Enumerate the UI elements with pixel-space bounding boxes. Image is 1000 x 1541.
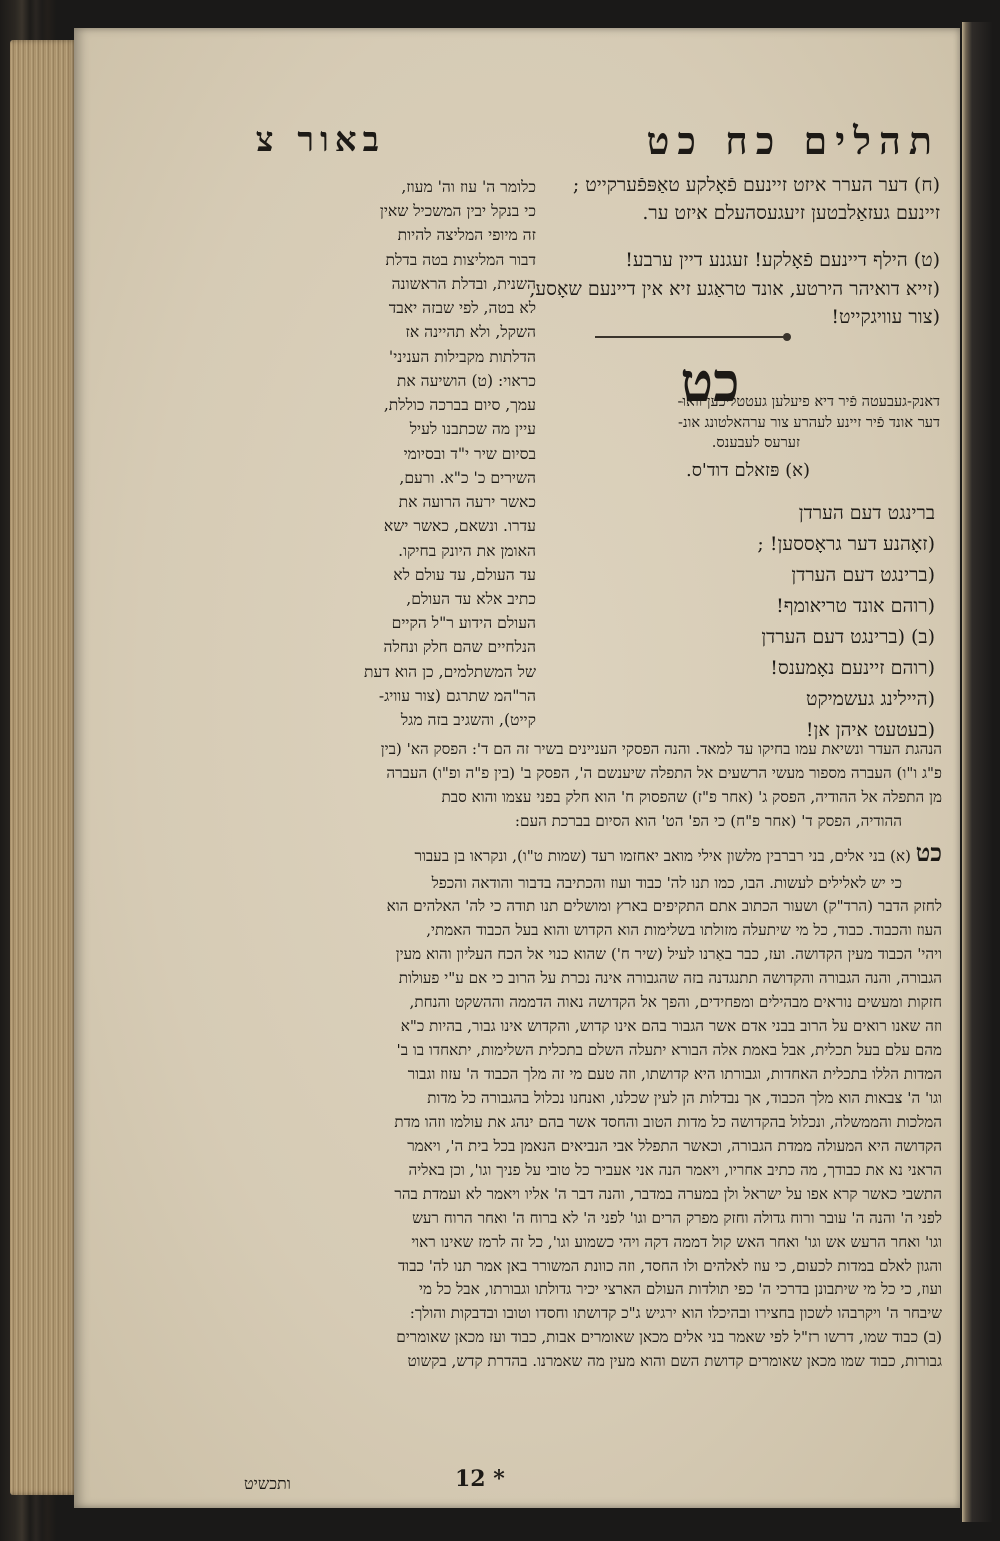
side-line: עמך, סיום בברכה כוללת, <box>383 396 536 415</box>
main-commentary <box>232 738 942 1374</box>
commentary-line: לחזק הדבר (הרד"ק) ושעור הכתוב אתם התקיפים בארץ ומושלים תנו תודה כי לה' האלהים הוא <box>386 897 942 916</box>
side-line: עד העולם, עד עולם לא <box>393 565 536 584</box>
commentary-line: כי יש לאלילים לעשות. הבו, כמו תנו לה' כבוד ועוז והכתיבה בדבור והודאה והכפל <box>431 873 902 892</box>
side-line: של המשתלמים, כן הוא דעת <box>364 662 536 681</box>
side-line: דבור המליצות בטה בדלת <box>385 250 536 269</box>
commentary-line: המדות הללו בתכלית האחדות, וגבורתו היא קדושתו, וזה טעם מי זה מלך הכבוד ה' עזוז וגבור <box>407 1065 942 1084</box>
side-line: כי בנקל יבין המשכיל שאין <box>379 202 536 221</box>
side-line: השירים כ' כ"א. ורעם, <box>399 468 536 487</box>
translation-line: (ח) דער הערר איזט זיינעם פֿאָלקע טאַפּפֿערקייט ; <box>572 174 940 196</box>
book-cover-edge <box>962 22 992 1522</box>
side-line: כראוי: (ט) הושיעה את <box>396 371 536 390</box>
side-line: זה מיופי המליצה להיות <box>397 226 536 245</box>
translation-line: זיינעם געזאַלבטען זיעגעסהעלם איזט ער. <box>642 202 940 224</box>
commentary-line: המלכות והממשלה, ונכלול בהקדושה כל מדות הטוב והחסד אשר בהם ינהג את עולמו וזהו מדת <box>394 1112 942 1131</box>
side-line: העולם הידוע ר"ל הקיים <box>391 614 536 633</box>
commentary-line: ההודיה, הפסק ד' (אחר פ"ח) כי הפ' הט' הוא הסיום בברכת העם: <box>514 811 902 830</box>
side-line: הר"המ שתרגם (צור עוויג- <box>378 686 536 705</box>
commentary-line: מן התפלה אל ההודיה, הפסק ג' (אחר פ"ז) שהפסוק ח' הוא חלק בפני עצמו והוא סבת <box>441 787 942 806</box>
side-commentary <box>230 175 536 732</box>
side-line: השנית, ובדלת הראשונה <box>391 274 536 293</box>
verse-line: (ב) (ברינגט דעם הערדן <box>761 625 935 648</box>
section-divider <box>595 336 785 338</box>
commentary-line: הראני נא את כבודך, מה כתיב אחריו, ויאמר הנה אני אעביר כל טובי על פניך וגו', וכן באליה <box>408 1160 942 1179</box>
book-page-edges <box>10 40 78 1495</box>
commentary-text: (א) בני אלים, בני רברבין מלשון אילי מואב יאחזמו רעד (שמות ט"ו), ונקראו בן בעבור <box>414 846 911 865</box>
translation-line: (ט) הילף דיינעם פֿאָלקע! זעגנע דיין ערבע! <box>625 249 940 271</box>
chapter-number: כט <box>680 350 740 414</box>
commentary-line: הקדושה היא המעולה ממדת הגבורה, וכאשר התפלל אבי הנביאים הנאמן בכל בית ה', ויאמר <box>407 1136 942 1155</box>
side-line: קייט), והשגיב בזה מגל <box>400 711 536 730</box>
commentary-line <box>232 834 942 872</box>
side-line: כאשר ירעה הרועה את <box>398 493 536 512</box>
commentary-line: וגו' ה' צבאות הוא מלך הכבוד, אך נבדלות הן לעין שכלנו, ואנחנו נכלול בהגבורה כל מדות <box>427 1088 942 1107</box>
side-line: הדלתות מקבילות העניני' <box>388 347 536 366</box>
verse-line: (רוהם זיינעם נאָמענס! <box>770 656 935 679</box>
verse-line: (זאָהנע דער גראָססען! ; <box>757 532 935 555</box>
commentary-line: גבורות, כבוד שמו מכאן שאומרים קדושת השם והוא מעין מה שאמרנו. בהדרת קדש, בקשוט <box>407 1352 942 1371</box>
commentary-line: (ב) כבוד שמו, דרשו רז"ל לפי שאמר בני אלים מכאן שאומרים אבות, כבוד ועז מכאן שאומרים <box>396 1328 942 1347</box>
commentary-line: הגבורה, והנה הגבורה והקדושה תתנגדנה בזה שהגבורה אינה נכרת על הרוב כי אם ע"י פעולות <box>398 969 942 988</box>
commentary-line: חזקות ומעשים נוראים מבהילים ומפחידים, והפך אל הקדושה נאוה הדממה וההשקט והנחת, <box>409 993 942 1012</box>
commentary-line: והגון לאלם במדות לכעום, כי עוז לאלהים ולו החסד, וזה כוונת המשורר באן אמר תנו לה' כבוד <box>398 1256 942 1275</box>
side-line: עדרו. ונשאם, כאשר ישא <box>383 517 536 536</box>
commentary-line: ועוז, כי כל מי שיתבונן בדרכי ה' כפי תולדות העולם הארצי יכיר גדולתו וגבורתו, אבל כל מי <box>418 1280 942 1299</box>
commentary-line: וגו' ואחר הרעש אש וגו' ואחר האש קול דממה דקה ויהי כשמוע וגו', כל זה לרמז שאינו ראוי <box>411 1232 942 1251</box>
verse-line: (בעטעט איהן אן! <box>805 718 935 741</box>
running-header-psalms: תהלים כח כט <box>646 118 940 163</box>
side-line: לא בטה, לפי שבזה יאבד <box>388 299 536 318</box>
verse-line: (ברינגט דעם הערדן <box>791 563 935 586</box>
side-line: בסיום שיר י"ד ובסיומי <box>403 444 536 463</box>
side-line: עיין מה שכתבנו לעיל <box>409 420 536 439</box>
commentary-line: פ"ג ו"ו) העברה מספור מעשי הרשעים אל התפלה שיענשם ה', הפסק ב' (בין פ"ה ופ"ו) העברה <box>386 763 942 782</box>
verse-line: (רוהם אונד טריאומף! <box>776 594 935 617</box>
commentary-chapter-lead: כט <box>915 837 942 867</box>
translation-line: (צור עוויגקייט! <box>831 306 940 328</box>
commentary-line: הנהגת העדר ונשיאת עמו בחיקו עד למאד. והנה הפסקי העניינים בשיר זה הם ד': הפסק הא' (בין <box>380 740 942 758</box>
running-header-biur: באור צ <box>255 120 385 160</box>
translation-line: (זייא דואיהר הירטע, אונד טראַגע זיא אין דיינעם שאָסע, <box>529 278 940 300</box>
intro-line: דאנק-געבעטה פֿיר דיא פיעלען געטטליכען וואוּ- <box>677 394 940 410</box>
commentary-line: מהם עלם בעל תכלית, אבל באמת אלה הבורא יתעלה השלם בתכלית השלימות, יתאחדו בו ב' <box>396 1041 942 1060</box>
commentary-line: ויהי' הכבוד מעין הקדושה. ועז, כבר באַרנו לעיל (שיר ח') שהוא כנוי אל הכח העליון והוא מעין <box>395 945 942 964</box>
psalm-verses <box>560 498 935 746</box>
side-line: השקל, ולא תהיינה אז <box>405 323 536 342</box>
commentary-line: התשבי כאשר קרא אפו על ישראל ולן במערה במדבר, והנה דבר ה' אליו ויאמר לא ועמדת בהר <box>394 1184 942 1203</box>
side-line: הנלחיים שהם חלק ונחלה <box>383 638 536 657</box>
commentary-line: לפני ה' והנה ה' עובר ורוח גדולה וחזק מפרק הרים וגו' לפני ה' לא ברוח ה' ואחר הרוח רעש <box>412 1208 942 1227</box>
intro-line: זערעס לעבענס. <box>711 435 800 452</box>
psalm-heading: (א) פּזאלם דוד'ס. <box>685 460 810 481</box>
catchword: ותכשיט <box>244 1474 291 1493</box>
verse-line: ברינגט דעם הערדן <box>798 502 935 524</box>
verse-line: (היילינג געשמיקט <box>805 687 935 710</box>
commentary-line: שיבחר ה' ויקרבהו לשכון בחצירו ובהיכלו הוא ירגיש ג"כ קדושתו וחסדו וטובו ובדבקות והולך: <box>409 1304 942 1323</box>
signature-mark: 12 * <box>455 1466 505 1492</box>
side-line: כלומר ה' עוז וה' מעוז, <box>401 178 536 196</box>
intro-line: דער אונד פֿיר זיינע לעהרע צור ערהאלטונג אונ- <box>678 414 940 431</box>
commentary-line: וזה שאנו רואים על הרוב בבני אדם אשר הגבור בהם אינו קדוש, והקדוש אינו גבור, בהיות כ"א <box>400 1017 942 1036</box>
side-line: כתיב אלא עד העולם, <box>406 589 536 608</box>
side-line: האומן את היונק בחיקו. <box>398 541 536 560</box>
commentary-line: העוז והכבוד. כבוד, כל מי שיתעלה מזולתו בשלימות הוא הקדוש והוא בעל הכבוד האמתי, <box>426 921 942 940</box>
